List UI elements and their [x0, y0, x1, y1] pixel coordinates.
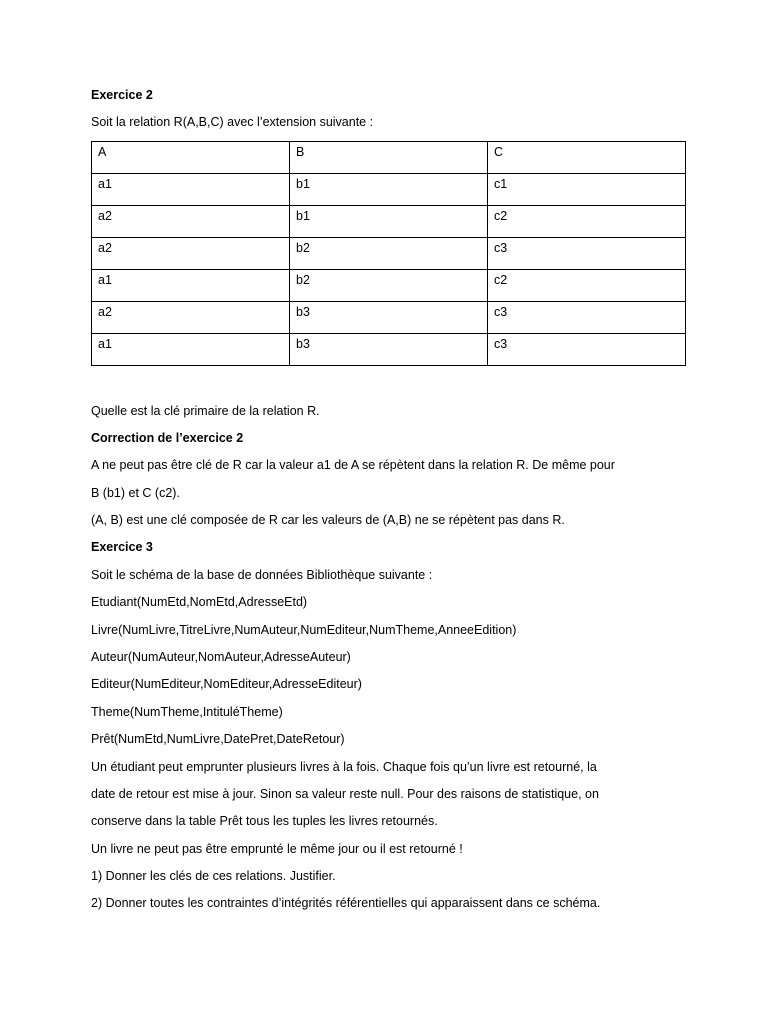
correction-title: Correction de l’exercice 2	[91, 431, 244, 445]
correction-paragraph-1-line-1: A ne peut pas être clé de R car la valeur a1 de A se répètent dans la relation R. De même pour	[91, 458, 615, 472]
table-cell: a1	[92, 174, 290, 206]
table-row	[92, 174, 686, 206]
table-header-row	[92, 142, 686, 174]
table-header-cell: B	[290, 142, 488, 174]
description-line-4: Un livre ne peut pas être emprunté le même jour ou il est retourné !	[91, 842, 463, 856]
exercise-2-intro: Soit la relation R(A,B,C) avec l’extension suivante :	[91, 115, 374, 129]
correction-paragraph-1-line-2: B (b1) et C (c2).	[91, 486, 180, 500]
table-cell: c2	[488, 270, 686, 302]
table-cell: b1	[290, 174, 488, 206]
exercise-2-title: Exercice 2	[91, 88, 153, 102]
schema-livre: Livre(NumLivre,TitreLivre,NumAuteur,NumEditeur,NumTheme,AnneeEdition)	[91, 623, 517, 637]
description-line-1: Un étudiant peut emprunter plusieurs livres à la fois. Chaque fois qu’un livre est retourné, la	[91, 760, 597, 774]
table-cell: a2	[92, 302, 290, 334]
table-cell: b1	[290, 206, 488, 238]
schema-auteur: Auteur(NumAuteur,NomAuteur,AdresseAuteur)	[91, 650, 351, 664]
description-line-3: conserve dans la table Prêt tous les tuples les livres retournés.	[91, 814, 438, 828]
table-row	[92, 302, 686, 334]
question-1: 1) Donner les clés de ces relations. Justifier.	[91, 869, 336, 883]
table-cell: b3	[290, 334, 488, 366]
table-row	[92, 206, 686, 238]
table-cell: b3	[290, 302, 488, 334]
schema-theme: Theme(NumTheme,IntituléTheme)	[91, 705, 283, 719]
table-cell: c3	[488, 302, 686, 334]
relation-table	[91, 141, 686, 366]
table-header-cell: A	[92, 142, 290, 174]
correction-paragraph-2: (A, B) est une clé composée de R car les valeurs de (A,B) ne se répètent pas dans R.	[91, 513, 565, 527]
table-cell: c3	[488, 238, 686, 270]
table-cell: c3	[488, 334, 686, 366]
exercise-3-title: Exercice 3	[91, 540, 153, 554]
table-cell: b2	[290, 238, 488, 270]
table-row	[92, 334, 686, 366]
question-2: 2) Donner toutes les contraintes d’intégrités référentielles qui apparaissent dans ce schéma.	[91, 896, 601, 910]
table-row	[92, 238, 686, 270]
table-cell: a1	[92, 270, 290, 302]
schema-editeur: Editeur(NumEditeur,NomEditeur,AdresseEditeur)	[91, 677, 362, 691]
table-cell: a1	[92, 334, 290, 366]
schema-pret: Prêt(NumEtd,NumLivre,DatePret,DateRetour)	[91, 732, 345, 746]
exercise-2-question: Quelle est la clé primaire de la relation R.	[91, 404, 320, 418]
schema-etudiant: Etudiant(NumEtd,NomEtd,AdresseEtd)	[91, 595, 308, 609]
table-cell: a2	[92, 238, 290, 270]
table-cell: a2	[92, 206, 290, 238]
table-cell: b2	[290, 270, 488, 302]
table-cell: c1	[488, 174, 686, 206]
description-line-2: date de retour est mise à jour. Sinon sa valeur reste null. Pour des raisons de statistique, on	[91, 787, 599, 801]
exercise-3-intro: Soit le schéma de la base de données Bibliothèque suivante :	[91, 568, 433, 582]
table-header-cell: C	[488, 142, 686, 174]
table-cell: c2	[488, 206, 686, 238]
table-row	[92, 270, 686, 302]
